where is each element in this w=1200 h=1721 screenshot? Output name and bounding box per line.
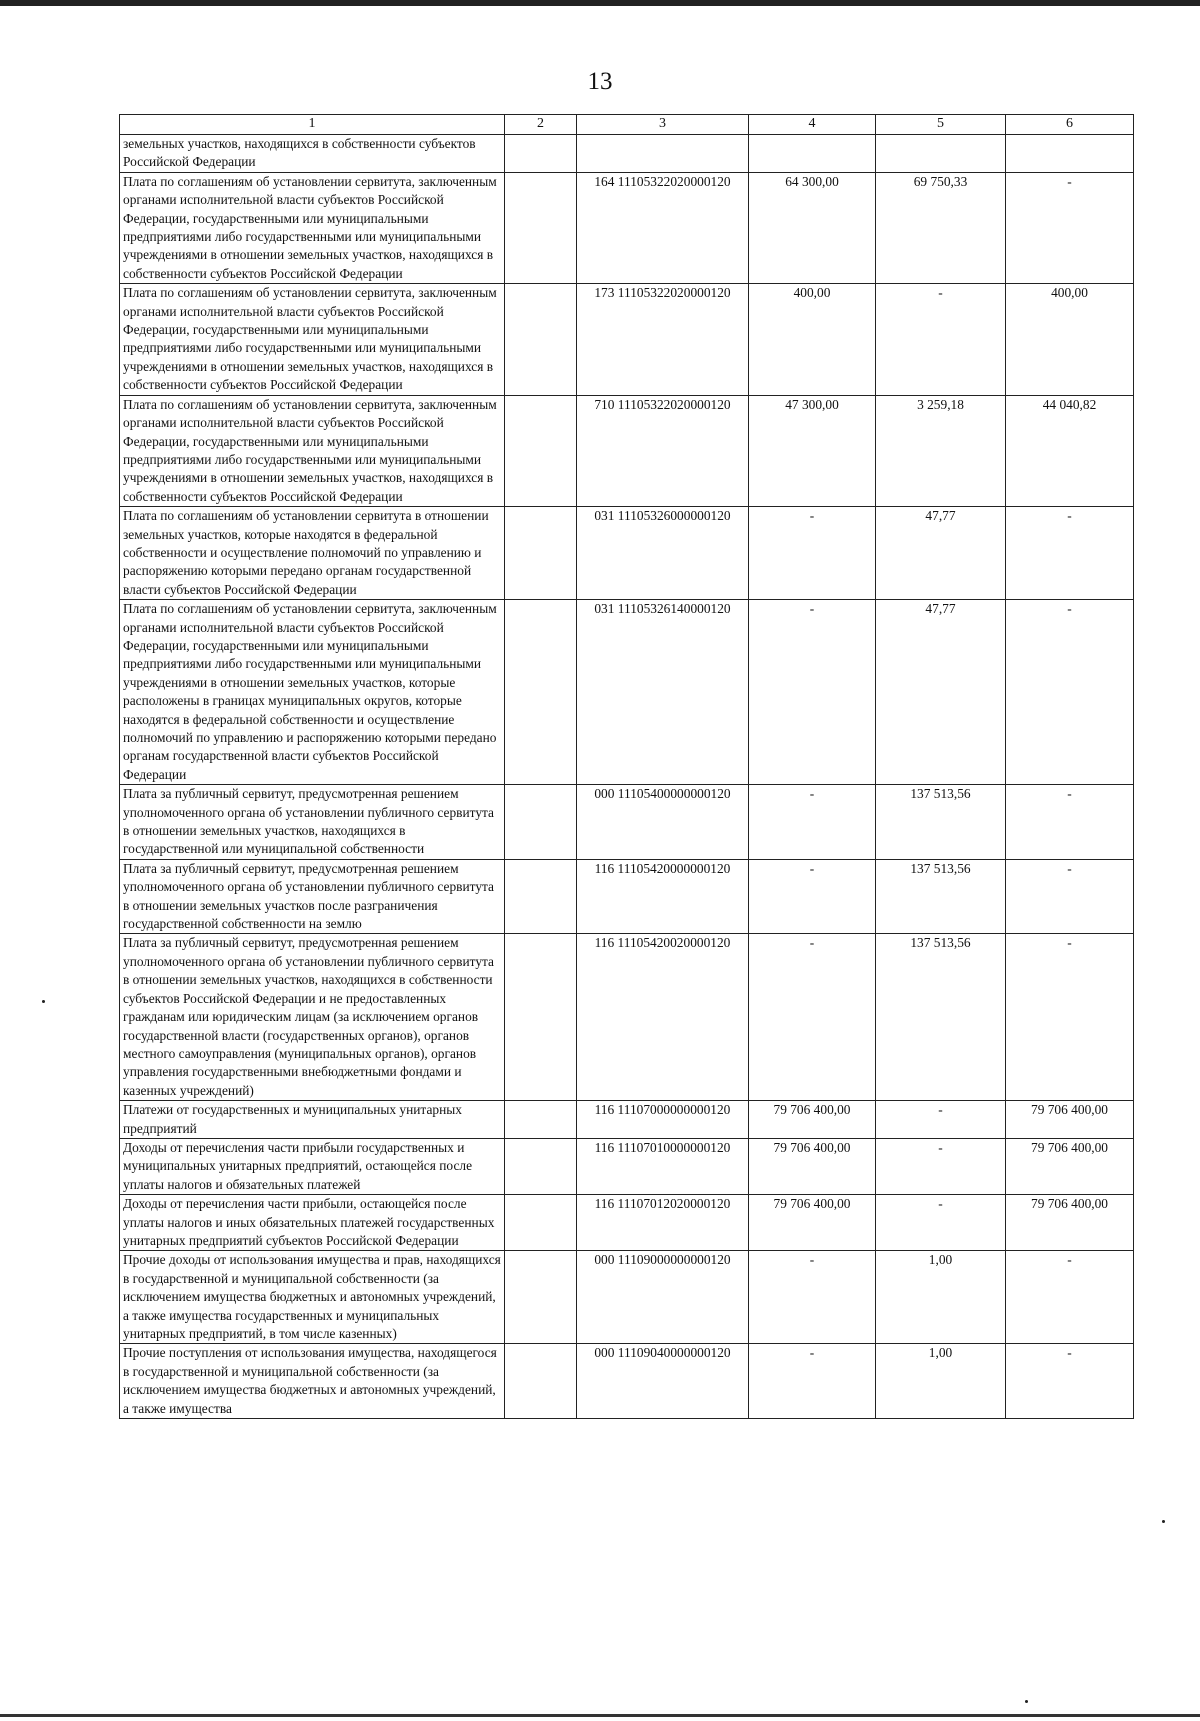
cell-plan: -: [749, 1251, 876, 1344]
cell-executed: [876, 135, 1006, 173]
cell-code: 000 11109000000000120: [577, 1251, 749, 1344]
header-col-1: 1: [120, 115, 505, 135]
page-number: 13: [587, 68, 613, 95]
cell-name: Плата по соглашениям об установлении сервитута, заключенным органами исполнительной власти субъектов Российской Федерации, государственными или муниципальными предприятиями либо государственными или муниципальными учреждениями в отношении земельных участков, которые расположены в границах муниципальных округов, которые находятся в федеральной собственности и осуществление полномочий по управлению и распоряжению которыми передано органам государственной власти субъектов Российской Федерации: [120, 600, 505, 785]
cell-col2: [505, 1195, 577, 1251]
cell-plan: -: [749, 507, 876, 600]
scan-speck: [1025, 1700, 1028, 1703]
cell-remainder: -: [1006, 934, 1134, 1101]
scan-speck: [1162, 1520, 1165, 1523]
cell-plan: 64 300,00: [749, 172, 876, 283]
table-row: [120, 1251, 1134, 1344]
cell-remainder: 79 706 400,00: [1006, 1138, 1134, 1194]
cell-code: 116 11105420020000120: [577, 934, 749, 1101]
cell-col2: [505, 395, 577, 506]
cell-executed: 69 750,33: [876, 172, 1006, 283]
table-row: [120, 507, 1134, 600]
cell-col2: [505, 934, 577, 1101]
cell-plan: 79 706 400,00: [749, 1101, 876, 1139]
header-col-4: 4: [749, 115, 876, 135]
cell-plan: -: [749, 934, 876, 1101]
bottom-scan-border: [0, 1714, 1200, 1717]
cell-col2: [505, 600, 577, 785]
cell-name: Плата за публичный сервитут, предусмотренная решением уполномоченного органа об установлении публичного сервитута в отношении земельных участков, находящихся в государственной или муниципальной собственности: [120, 785, 505, 860]
cell-code: 116 11105420000000120: [577, 859, 749, 934]
cell-executed: 47,77: [876, 507, 1006, 600]
cell-executed: -: [876, 1138, 1006, 1194]
header-col-5: 5: [876, 115, 1006, 135]
cell-executed: 3 259,18: [876, 395, 1006, 506]
cell-code: 116 11107000000000120: [577, 1101, 749, 1139]
table-row: [120, 1344, 1134, 1419]
cell-name: Плата по соглашениям об установлении сервитута, заключенным органами исполнительной власти субъектов Российской Федерации, государственными или муниципальными предприятиями либо государственными или муниципальными учреждениями в отношении земельных участков, находящихся в собственности субъектов Российской Федерации: [120, 395, 505, 506]
cell-executed: 137 513,56: [876, 785, 1006, 860]
cell-executed: 1,00: [876, 1344, 1006, 1419]
cell-executed: -: [876, 1101, 1006, 1139]
table-row: [120, 785, 1134, 860]
cell-col2: [505, 507, 577, 600]
cell-col2: [505, 785, 577, 860]
cell-col2: [505, 1344, 577, 1419]
cell-plan: -: [749, 785, 876, 860]
cell-col2: [505, 284, 577, 395]
cell-plan: 79 706 400,00: [749, 1195, 876, 1251]
cell-col2: [505, 135, 577, 173]
cell-code: [577, 135, 749, 173]
cell-col2: [505, 1101, 577, 1139]
cell-code: 116 11107010000000120: [577, 1138, 749, 1194]
cell-executed: 1,00: [876, 1251, 1006, 1344]
cell-plan: -: [749, 859, 876, 934]
cell-col2: [505, 859, 577, 934]
cell-remainder: -: [1006, 859, 1134, 934]
table-row: [120, 934, 1134, 1101]
cell-remainder: -: [1006, 507, 1134, 600]
cell-name: Прочие поступления от использования имущества, находящегося в государственной и муниципальной собственности (за исключением имущества бюджетных и автономных учреждений, а также имущества: [120, 1344, 505, 1419]
cell-col2: [505, 1138, 577, 1194]
cell-name: земельных участков, находящихся в собственности субъектов Российской Федерации: [120, 135, 505, 173]
cell-col2: [505, 172, 577, 283]
cell-plan: [749, 135, 876, 173]
cell-remainder: [1006, 135, 1134, 173]
cell-code: 116 11107012020000120: [577, 1195, 749, 1251]
table-row: [120, 284, 1134, 395]
table-row: [120, 135, 1134, 173]
cell-name: Плата по соглашениям об установлении сервитута, заключенным органами исполнительной власти субъектов Российской Федерации, государственными или муниципальными предприятиями либо государственными или муниципальными учреждениями в отношении земельных участков, находящихся в собственности субъектов Российской Федерации: [120, 172, 505, 283]
cell-remainder: 79 706 400,00: [1006, 1101, 1134, 1139]
cell-code: 031 11105326000000120: [577, 507, 749, 600]
cell-executed: 47,77: [876, 600, 1006, 785]
cell-plan: -: [749, 1344, 876, 1419]
cell-name: Платежи от государственных и муниципальных унитарных предприятий: [120, 1101, 505, 1139]
header-col-2: 2: [505, 115, 577, 135]
cell-name: Плата по соглашениям об установлении сервитута в отношении земельных участков, которые находятся в федеральной собственности и осуществление полномочий по управлению и распоряжению которыми передано органам государственной власти субъектов Российской Федерации: [120, 507, 505, 600]
cell-name: Плата по соглашениям об установлении сервитута, заключенным органами исполнительной власти субъектов Российской Федерации, государственными или муниципальными предприятиями либо государственными или муниципальными учреждениями в отношении земельных участков, находящихся в собственности субъектов Российской Федерации: [120, 284, 505, 395]
cell-remainder: -: [1006, 1251, 1134, 1344]
cell-remainder: 400,00: [1006, 284, 1134, 395]
cell-remainder: -: [1006, 785, 1134, 860]
table-row: [120, 859, 1134, 934]
cell-executed: -: [876, 284, 1006, 395]
cell-code: 710 11105322020000120: [577, 395, 749, 506]
cell-executed: -: [876, 1195, 1006, 1251]
cell-executed: 137 513,56: [876, 859, 1006, 934]
cell-name: Плата за публичный сервитут, предусмотренная решением уполномоченного органа об установлении публичного сервитута в отношении земельных участков, находящихся в собственности субъектов Российской Федерации и не предоставленных гражданам или юридическим лицам (за исключением органов государственной власти (государственных органов), органов местного самоуправления (муниципальных органов), органов управления государственными внебюджетными фондами и казенных учреждений): [120, 934, 505, 1101]
cell-plan: 47 300,00: [749, 395, 876, 506]
scan-speck: [42, 1000, 45, 1003]
table-body: [120, 115, 1134, 1419]
cell-remainder: -: [1006, 600, 1134, 785]
top-scan-border: [0, 0, 1200, 6]
cell-name: Плата за публичный сервитут, предусмотренная решением уполномоченного органа об установлении публичного сервитута в отношении земельных участков после разграничения государственной собственности на землю: [120, 859, 505, 934]
cell-code: 031 11105326140000120: [577, 600, 749, 785]
cell-code: 000 11105400000000120: [577, 785, 749, 860]
cell-remainder: -: [1006, 1344, 1134, 1419]
cell-code: 173 11105322020000120: [577, 284, 749, 395]
table-row: [120, 600, 1134, 785]
table-row: [120, 1101, 1134, 1139]
revenue-table: [119, 114, 1134, 1419]
cell-plan: 400,00: [749, 284, 876, 395]
table-row: [120, 1195, 1134, 1251]
cell-remainder: 79 706 400,00: [1006, 1195, 1134, 1251]
header-col-3: 3: [577, 115, 749, 135]
cell-code: 000 11109040000000120: [577, 1344, 749, 1419]
header-row: [120, 115, 1134, 135]
cell-name: Прочие доходы от использования имущества и прав, находящихся в государственной и муниципальной собственности (за исключением имущества бюджетных и автономных учреждений, а также имущества государственных и муниципальных унитарных предприятий, в том числе казенных): [120, 1251, 505, 1344]
cell-executed: 137 513,56: [876, 934, 1006, 1101]
cell-remainder: -: [1006, 172, 1134, 283]
table-row: [120, 1138, 1134, 1194]
cell-plan: 79 706 400,00: [749, 1138, 876, 1194]
cell-code: 164 11105322020000120: [577, 172, 749, 283]
cell-remainder: 44 040,82: [1006, 395, 1134, 506]
cell-name: Доходы от перечисления части прибыли государственных и муниципальных унитарных предприятий, остающейся после уплаты налогов и обязательных платежей: [120, 1138, 505, 1194]
table-row: [120, 172, 1134, 283]
cell-name: Доходы от перечисления части прибыли, остающейся после уплаты налогов и иных обязательных платежей государственных унитарных предприятий субъектов Российской Федерации: [120, 1195, 505, 1251]
header-col-6: 6: [1006, 115, 1134, 135]
table-row: [120, 395, 1134, 506]
cell-plan: -: [749, 600, 876, 785]
cell-col2: [505, 1251, 577, 1344]
